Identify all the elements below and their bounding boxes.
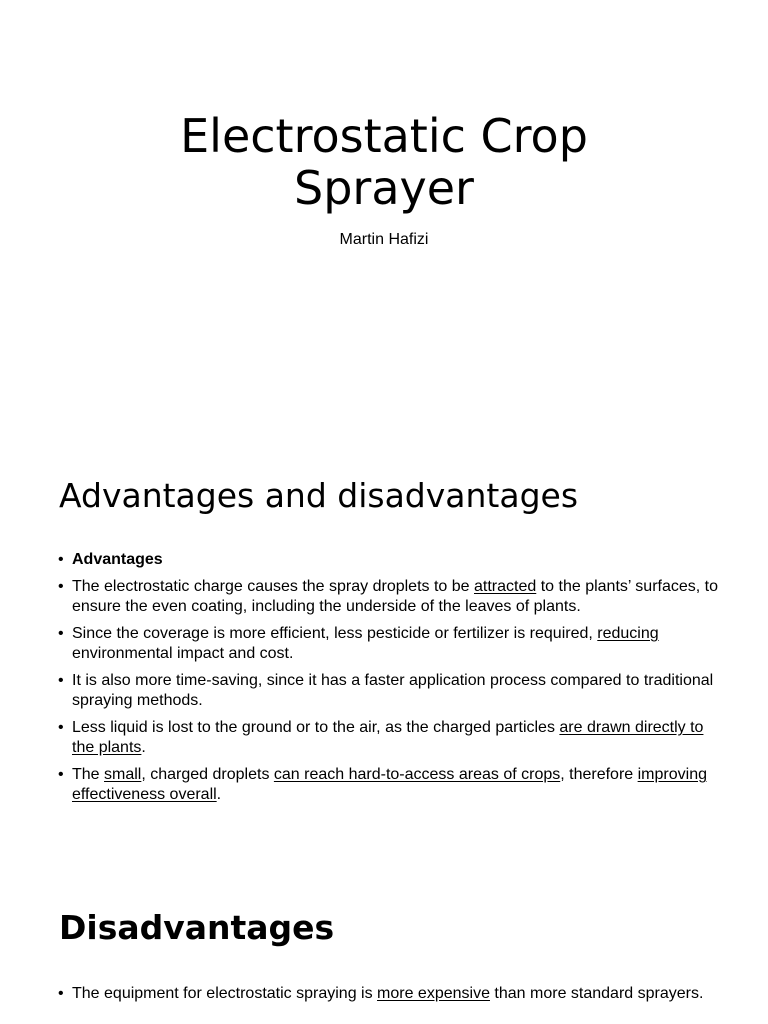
underlined-text: improving effectiveness overall <box>72 766 707 803</box>
text-run: The electrostatic charge causes the spray droplets to be <box>72 578 474 595</box>
list-item <box>58 984 718 1004</box>
list-item <box>58 765 718 805</box>
list-item <box>58 624 718 664</box>
list-item-text <box>72 577 718 617</box>
bullet-glyph: • <box>58 766 64 783</box>
text-run: The <box>72 766 105 783</box>
list-item-heading <box>58 550 718 570</box>
list-item <box>58 718 718 758</box>
list-item-text <box>72 718 718 758</box>
advantages-list <box>58 550 718 812</box>
title-line-1: Electrostatic Crop <box>180 109 588 163</box>
underlined-text: attracted <box>474 578 537 595</box>
text-run: , charged droplets <box>141 766 274 783</box>
list-item-text <box>72 984 718 1004</box>
presentation-title <box>0 110 768 214</box>
bullet-glyph: • <box>58 985 64 1002</box>
text-run: , therefore <box>560 766 638 783</box>
disadvantages-list <box>58 984 718 1011</box>
author-name: Martin Hafizi <box>339 231 429 248</box>
underlined-text: can reach hard-to-access areas of crops <box>273 766 561 783</box>
title-line-2: Sprayer <box>294 161 474 215</box>
bullet-glyph: • <box>58 672 64 689</box>
text-run: to the plants’ surfaces, to ensure the even coating, including the underside of the leaves of plants. <box>72 578 718 615</box>
text-run: The equipment for electrostatic spraying is <box>72 985 378 1002</box>
text-run: Since the coverage is more efficient, less pesticide or fertilizer is required, <box>72 625 598 642</box>
disadvantages-section-title: Disadvantages <box>59 908 335 947</box>
list-item-text <box>72 671 718 711</box>
underlined-text: more expensive <box>377 985 490 1002</box>
underlined-text: small <box>104 766 142 783</box>
bullet-glyph: • <box>58 625 64 642</box>
text-run: . <box>216 786 222 803</box>
text-run: It is also more time-saving, since it has a faster application process compared to traditional spraying methods. <box>72 672 714 709</box>
underlined-text: are drawn directly to the plants <box>72 719 704 756</box>
underlined-text: reducing <box>597 625 659 642</box>
list-item-text <box>72 765 718 805</box>
advantages-section-title: Advantages and disadvantages <box>59 476 579 515</box>
list-item-text <box>72 624 718 664</box>
bullet-glyph: • <box>58 719 64 736</box>
bullet-glyph: • <box>58 578 64 595</box>
text-run: Less liquid is lost to the ground or to the air, as the charged particles <box>72 719 560 736</box>
text-run: than more standard sprayers. <box>489 985 704 1002</box>
text-run: environmental impact and cost. <box>72 645 294 662</box>
advantages-heading: Advantages <box>72 551 163 568</box>
list-item <box>58 577 718 617</box>
list-item <box>58 671 718 711</box>
text-run: . <box>141 739 146 756</box>
bullet-glyph: • <box>58 551 64 568</box>
